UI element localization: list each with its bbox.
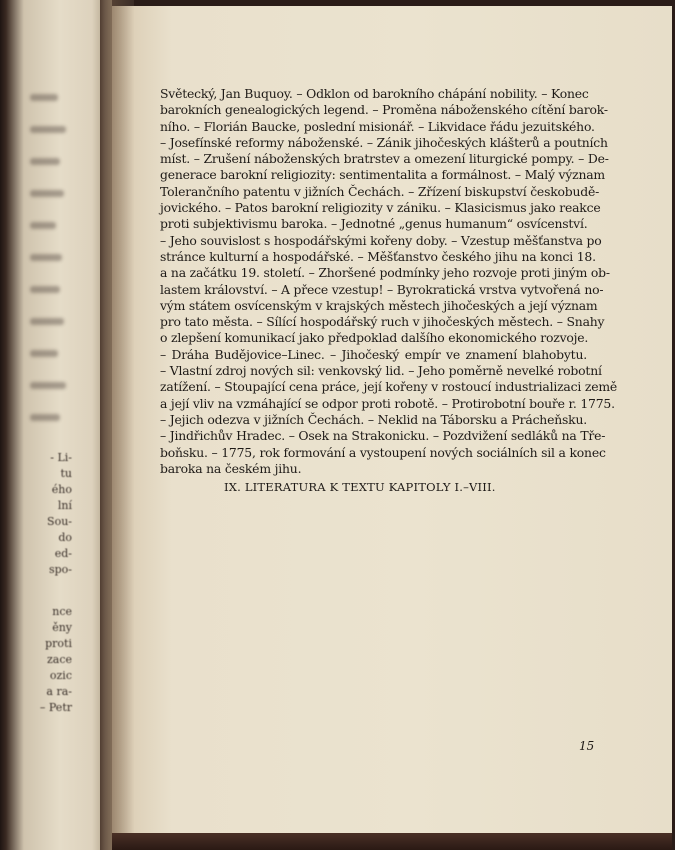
chapter-heading: IX. LITERATURA K TEXTU KAPITOLY I.–VIII. (224, 480, 496, 494)
text-line: – Vlastní zdroj nových sil: venkovský lid. – Jeho poměrně nevelké robotní (160, 363, 602, 379)
left-page-fragment: Sou- (47, 515, 72, 528)
left-page-smudge (30, 414, 60, 421)
text-line: – Dráha Budějovice–Linec. – Jihočeský empír ve znamení blahobytu. (160, 346, 587, 362)
left-page-smudge (30, 190, 64, 197)
text-line: vým státem osvícenským v krajských městech jihočeských a její význam (160, 297, 598, 313)
text-line: – Jejich odezva v jižních Čechách. – Neklid na Táborsku a Prácheňsku. (160, 411, 587, 427)
text-line: boňsku. – 1775, rok formování a vystoupení nových sociálních sil a konec (160, 444, 606, 460)
left-page-fragment: - Li- (50, 451, 72, 464)
text-line: pro tato města. – Sílící hospodářský ruch v jihočeských městech. – Snahy (160, 314, 605, 330)
text-line: barokních genealogických legend. – Proměna náboženského cítění barok- (160, 102, 608, 118)
text-line: proti subjektivismu baroka. – Jednotné „genus humanum“ osvícenství. (160, 216, 588, 232)
left-page-fragment: ozic (49, 669, 72, 682)
text-line: – Jindřichův Hradec. – Osek na Strakonicku. – Pozdvižení sedláků na Tře- (160, 428, 606, 444)
left-page-smudge (30, 350, 58, 357)
left-page-fragment: a ra- (46, 685, 72, 698)
text-line: generace barokní religiozity: sentimentalita a formálnost. – Malý význam (160, 167, 605, 183)
left-page-fragment: proti (45, 637, 72, 650)
left-page-fragment: – Petr (39, 701, 72, 714)
right-page (112, 6, 672, 836)
left-page-smudge (30, 158, 60, 165)
left-page-fragment: ého (51, 483, 72, 496)
text-line: ního. – Florián Baucke, poslední misionář. – Likvidace řádu jezuitského. (160, 118, 595, 134)
left-page-smudge (30, 286, 60, 293)
left-page-fragment: ěny (52, 621, 72, 634)
text-line: Světecký, Jan Buquoy. – Odklon od barokního chápání nobility. – Konec (160, 86, 589, 101)
text-line: zatížení. – Stoupající cena práce, její kořeny v rostoucí industrializaci země (160, 379, 618, 395)
book-cover-edge (112, 833, 672, 850)
text-line: stránce kulturní a hospodářské. – Měšťanstvo českého jihu na konci 18. (160, 248, 596, 264)
page-gutter-shadow (100, 0, 134, 850)
text-line: – Josefínské reformy náboženské. – Zánik jihočeských klášterů a poutních (160, 134, 608, 150)
left-page-fragment: do (58, 531, 72, 544)
left-page-fragment: tu (60, 467, 72, 480)
text-line: – Jeho souvislost s hospodářskými kořeny doby. – Vzestup měšťanstva po (160, 232, 602, 248)
left-page-smudge (30, 318, 64, 325)
left-page-smudge (30, 126, 66, 133)
left-page-fragment: ed- (54, 547, 72, 560)
left-page-smudge (30, 222, 56, 229)
text-line: a na začátku 19. století. – Zhoršené podmínky jeho rozvoje proti jiným ob- (160, 265, 610, 281)
left-page-fragment: spo- (48, 563, 72, 576)
text-line: lastem království. – A přece vzestup! – Byrokratická vrstva vytvořená no- (160, 281, 604, 297)
text-line: míst. – Zrušení náboženských bratrstev a omezení liturgické pompy. – De- (160, 151, 609, 167)
body-text (160, 86, 618, 477)
text-line: o zlepšení komunikací jako předpoklad dalšího ekonomického rozvoje. (160, 330, 589, 346)
text-line: Tolerančního patentu v jižních Čechách. – Zřízení biskupství českobudě- (160, 183, 600, 199)
left-page-text (0, 0, 112, 850)
left-page-smudge (30, 254, 62, 261)
text-line: baroka na českém jihu. (160, 460, 302, 476)
left-page-fragment: lní (57, 499, 72, 512)
left-page-smudge (30, 94, 58, 101)
text-line: jovického. – Patos barokní religiozity v zániku. – Klasicismus jako reakce (160, 200, 601, 216)
page-number: 15 (579, 739, 595, 753)
text-line: a její vliv na vzmáhající se odpor proti robotě. – Protirobotní bouře r. 1775. (160, 395, 615, 411)
left-page-fragment: nce (52, 605, 72, 618)
left-page-fragment: zace (46, 653, 72, 666)
left-page-smudge (30, 382, 66, 389)
